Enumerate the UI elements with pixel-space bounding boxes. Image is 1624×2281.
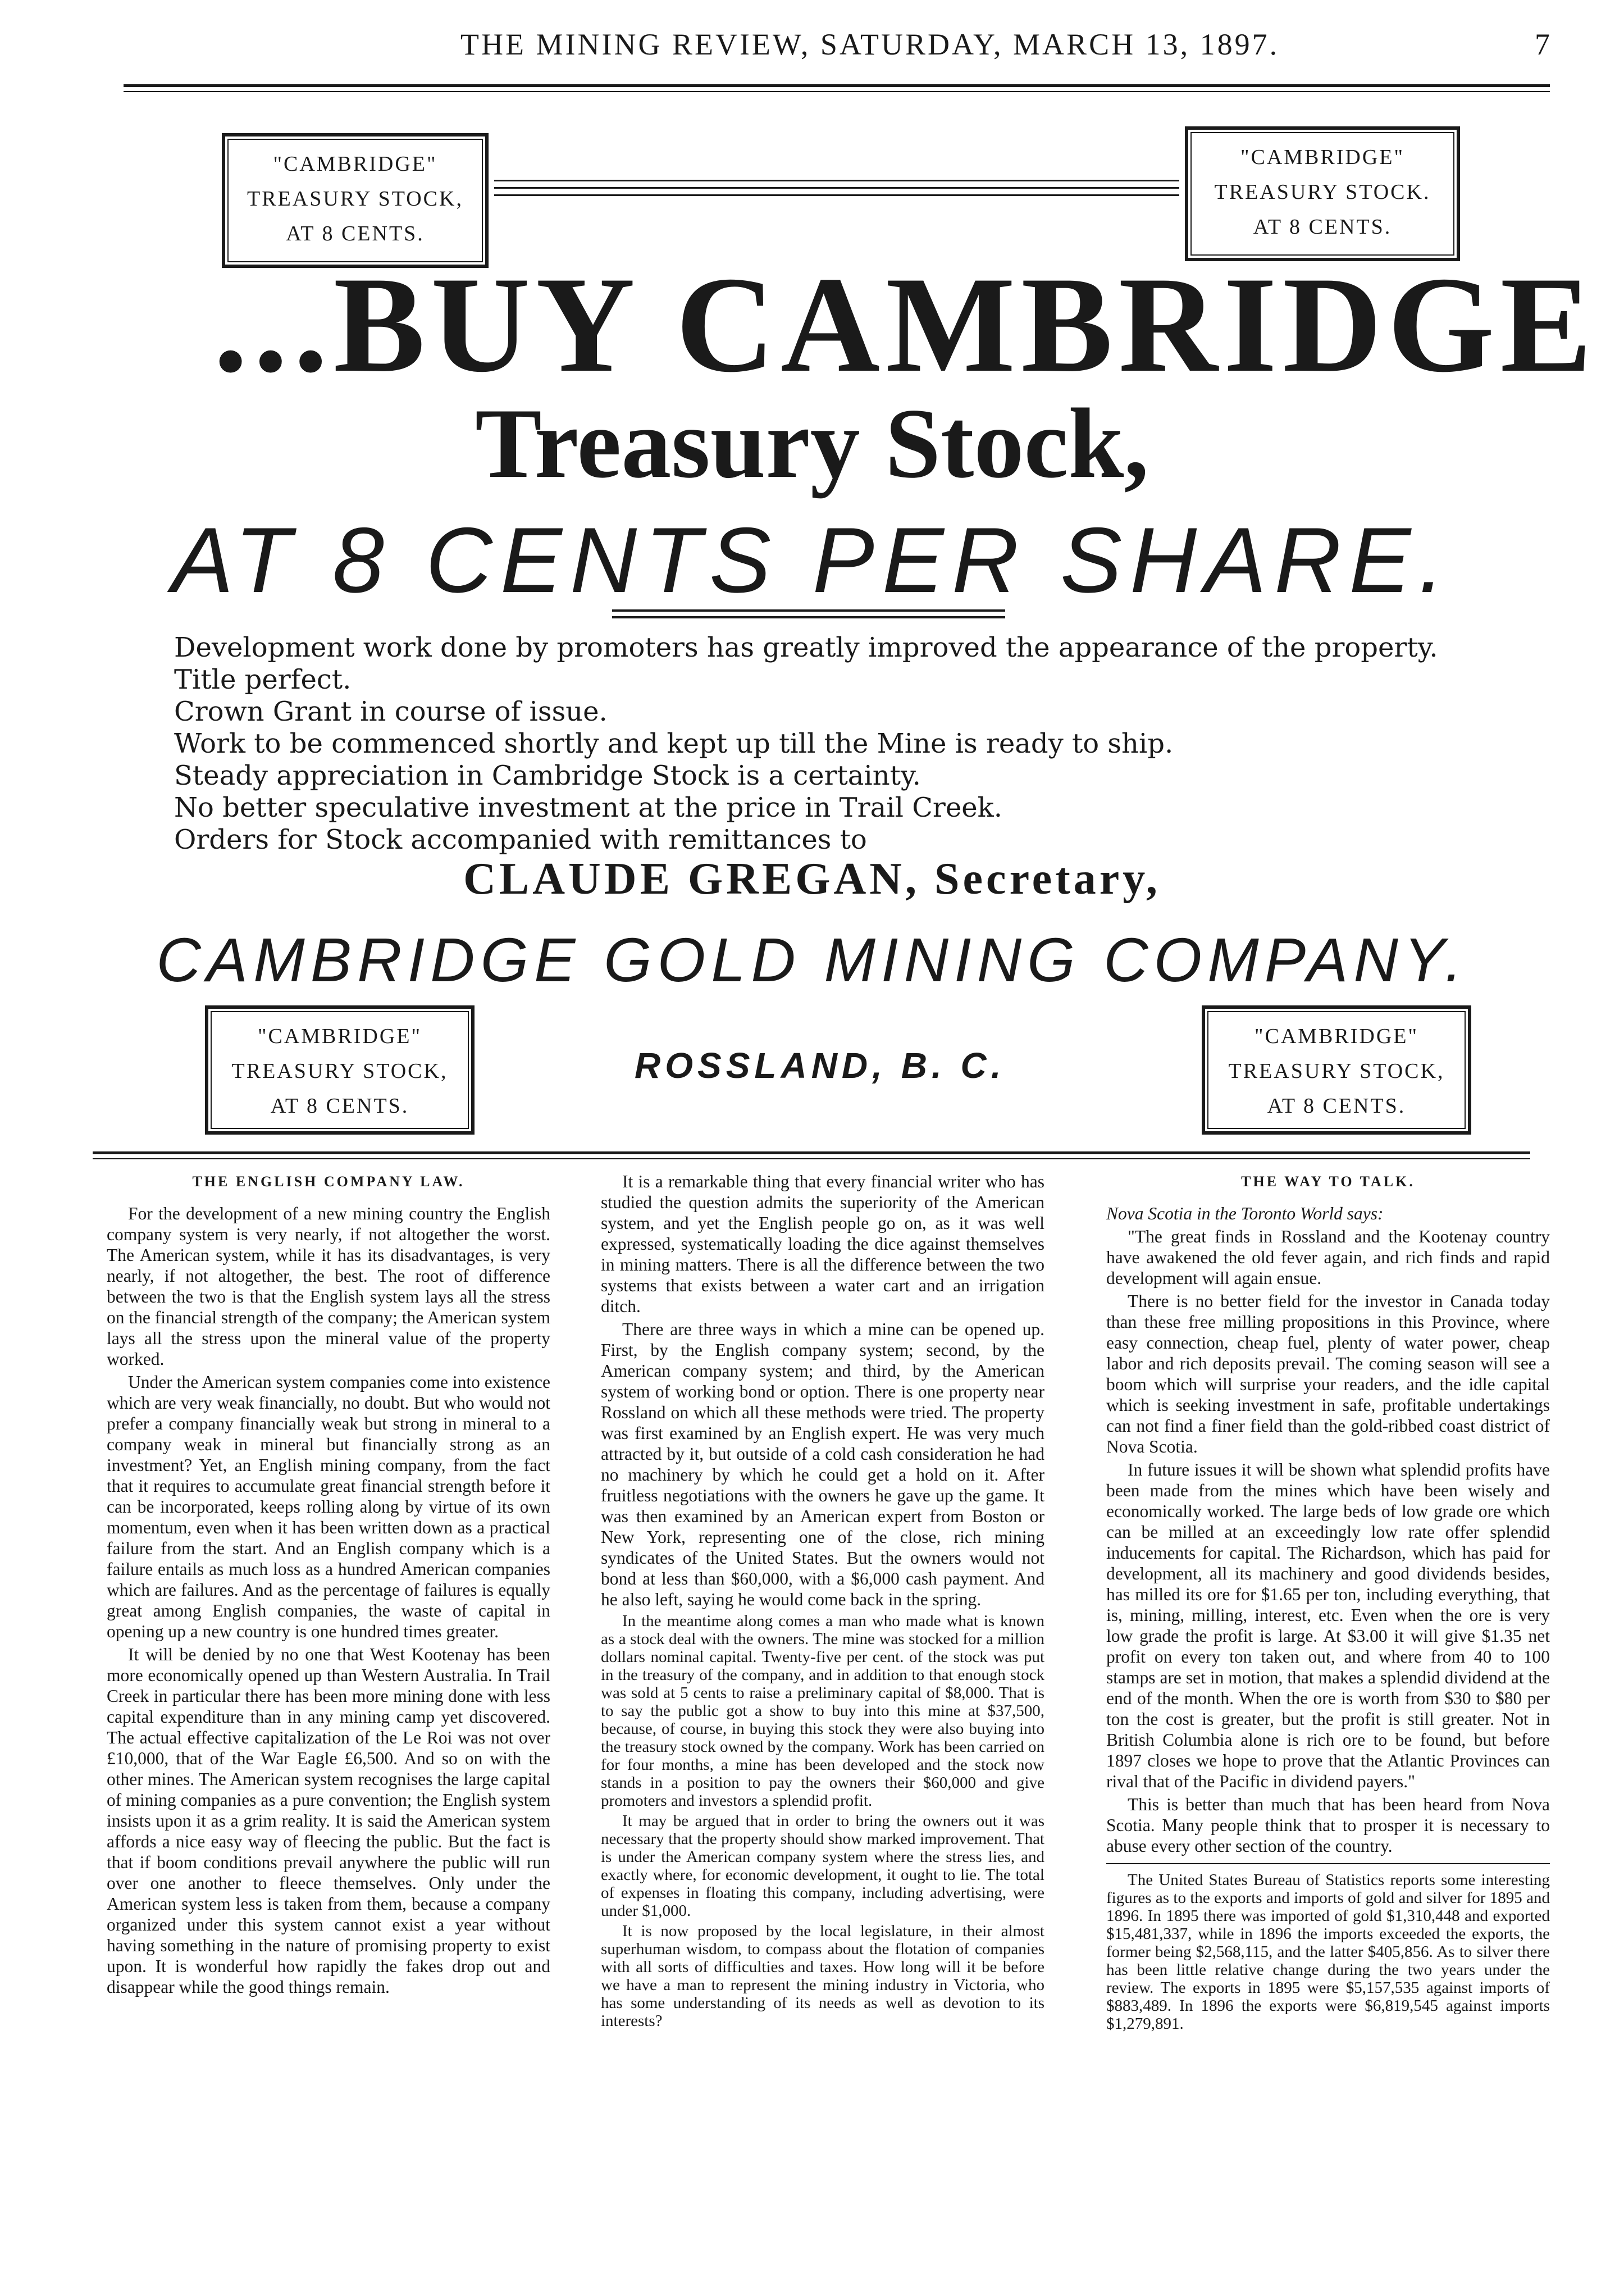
stock-box-line: TREASURY STOCK, — [247, 187, 463, 211]
stock-box-line: AT 8 CENTS. — [286, 222, 425, 245]
article-paragraph: There are three ways in which a mine can be opened up. First, by the English company system; second, by the American company system; and third, by the American system of working bond or option. There is one property near Rossland on which all these methods were tried. The property was first examined by an English expert. He was very much attracted by it, but outside of a cold cash consideration he had no machinery by which he could get a hold on it. After fruitless negotiations with the owners he gave up the game. It was then examined by an American expert from Boston or New York, representing one of the close, rich mining syndicates of the United States. But the owners would not bond at less than $60,000, with a $6,000 cash payment. And he also left, saying he would come back in the spring. — [601, 1319, 1044, 1609]
stock-box-line: TREASURY STOCK, — [231, 1059, 448, 1083]
masthead-title: THE MINING REVIEW, SATURDAY, MARCH 13, 1897. — [460, 28, 1280, 61]
advert-headline: ...BUY CAMBRIDGE — [213, 248, 1598, 400]
article-paragraph: It is a remarkable thing that every financial writer who has studied the question admits the superiority of the American system, and yet the English people go on, as it was well expressed, systematically loading the dice against themselves in mining matters. There is all the difference between the two systems that exists between a water cart and an irrigation ditch. — [601, 1172, 1044, 1316]
decorative-lines — [494, 180, 1179, 213]
advert-company: CAMBRIDGE GOLD MINING COMPANY. — [156, 926, 1468, 995]
article-paragraph: It is now proposed by the local legislature, in their almost superhuman wisdom, to compass about the flotation of companies with all sorts of difficulties and taxes. How long will it be before we have a man to represent the mining industry in Victoria, who has some understanding of its needs as well as devotion to its interests? — [601, 1922, 1044, 2030]
feature-line: Development work done by promoters has greatly improved the appearance of the property. — [174, 632, 1438, 663]
masthead — [124, 27, 1550, 66]
columns-rule-thin — [93, 1158, 1530, 1159]
advert-rule — [612, 609, 1005, 612]
article-intro: Nova Scotia in the Toronto World says: — [1106, 1204, 1384, 1223]
advert-price-line: AT 8 CENTS PER SHARE. — [171, 508, 1453, 612]
stock-box-line: AT 8 CENTS. — [270, 1094, 409, 1118]
stock-box-line: TREASURY STOCK. — [1214, 180, 1431, 204]
article-way-to-talk — [1106, 1171, 1550, 2035]
article-middle-column — [601, 1171, 1044, 2032]
article-english-company-law — [107, 1171, 550, 2000]
columns-rule — [93, 1151, 1530, 1154]
article-statistics: The United States Bureau of Statistics reports some interesting figures as to the exports and imports of gold and silver for 1895 and 1896. In 1895 there was imported of gold $1,310,448 and exported $15,481,337, while in 1896 the imports exceeded the exports, the former being $2,568,115, and the latter $405,856. As to silver there has been little relative change during the two years under the review. The exports in 1895 were $5,157,535 against imports of $883,489. In 1896 the exports were $6,819,545 against imports $1,279,891. — [1106, 1871, 1550, 2033]
page-number: 7 — [1535, 28, 1550, 61]
article-paragraph: It may be argued that in order to bring the owners out it was necessary that the property should show marked improvement. That is under the American company system where the stress lies, and exactly where, for economic development, it ought to lie. The total of expenses in floating this company, including advertising, were under $1,000. — [601, 1812, 1044, 1920]
article-paragraph: Under the American system companies come into existence which are very weak financially, no doubt. But who would not prefer a company financially weak but strong in mineral to a company weak in mineral but financially strong as an investment? Yet, an English mining company, from the fact that it requires to accumulate great financial strength before it can be incorporated, keeps rolling along by virtue of its own momentum, even when it has been written down as a practical failure from the start. And an English company which is a failure entails as much loss as a hundred American companies which are failures. And as the percentage of failures is equally great among English companies, the waste of capital in opening up a new country is one hundred times greater. — [107, 1372, 550, 1641]
article-paragraph: It will be denied by no one that West Kootenay has been more economically opened up than Western Australia. In Trail Creek in particular there has been more mining done with less capital expenditure than in any mining camp yet discovered. The actual effective capitalization of the Le Roi was not over £10,000, that of the War Eagle £6,500. And so on with the other mines. The American system recognises the large capital of mining companies as a pure convention; the English system insists upon it as a grim reality. It is said the American system affords a nice easy way of fleecing the public. But the fact is that if boom conditions prevail anywhere the public will run over one another to fleece themselves. Only under the American system less is taken from them, because a company organized under this system cannot exist a year without having something in the nature of promising property to exist upon. It is wonderful how rapidly the fakes drop out and disappear while the good things remain. — [107, 1645, 550, 1997]
article-paragraph: This is better than much that has been heard from Nova Scotia. Many people think that to prosper it is necessary to abuse every other section of the country. — [1106, 1795, 1550, 1856]
stock-box-line: TREASURY STOCK, — [1228, 1059, 1445, 1083]
stock-box-top-right — [1185, 126, 1460, 261]
feature-line: Title perfect. — [174, 664, 352, 695]
stock-box-line: AT 8 CENTS. — [1253, 215, 1392, 239]
article-separator — [1106, 1863, 1550, 1864]
feature-line: No better speculative investment at the price in Trail Creek. — [174, 792, 1003, 823]
article-paragraph: In the meantime along comes a man who made what is known as a stock deal with the owners. The mine was stocked for a million dollars nominal capital. Twenty-five per cent. of the stock was put in the treasury of the company, and in addition to that enough stock was sold at 5 cents to raise a preliminary capital of $8,000. That is to say the public got a show to buy into this mine at $37,500, because, of course, in buying this stock they were also buying into the treasury stock owned by the company. Work has been carried on for four months, a mine has been developed and the stock now stands in a position to pay the owners their $60,000 and give promoters and investors a splendid profit. — [601, 1612, 1044, 1810]
advert-subheadline: Treasury Stock, — [475, 388, 1149, 499]
feature-line: Crown Grant in course of issue. — [174, 696, 608, 727]
stock-box-bottom-right — [1202, 1005, 1471, 1135]
stock-box-line: "CAMBRIDGE" — [1254, 1025, 1419, 1048]
article-paragraph: "The great finds in Rossland and the Kootenay country have awakened the old fever again, and rich finds and rapid development will again ensue. — [1106, 1227, 1550, 1288]
stock-box-line: "CAMBRIDGE" — [273, 152, 437, 176]
advert-location: ROSSLAND, B. C. — [635, 1045, 1006, 1086]
stock-box-line: "CAMBRIDGE" — [1240, 145, 1405, 169]
feature-line: Orders for Stock accompanied with remittances to — [174, 824, 867, 855]
article-paragraph: In future issues it will be shown what splendid profits have been made from the mines which have been wisely and economically worked. The large beds of low grade ore which can be milled at an exceedingly low rate offer splendid inducements for capital. The Richardson, which has paid for development, all its machinery and good dividends besides, has milled its ore for $1.65 per ton, including everything, that is, mining, milling, interest, etc. Even when the ore is very low grade the profit is large. At $3.00 it will give $1.35 net profit on every ton taken out, and where from 40 to 100 stamps are set in motion, that makes a splendid dividend at the end of the month. When the ore is worth from $30 to $80 per ton the cost is greater, but the profit is still greater. Not in British Columbia alone is rich ore to be found, but before 1897 closes we hope to prove that the Atlantic Provinces can rival that of the Pacific in dividend payers." — [1106, 1460, 1550, 1791]
masthead-rule-thin — [124, 91, 1550, 92]
article-paragraph: For the development of a new mining country the English company system is very nearly, if not altogether the worst. The American system, while it has its disadvantages, is very nearly, if not altogether, the best. The root of difference between the two is that the English system lays all the stress on the financial strength of the company; the American system lays all the stress upon the mineral value of the property worked. — [107, 1204, 550, 1369]
advert-features — [174, 632, 1522, 856]
feature-line: Steady appreciation in Cambridge Stock is a certainty. — [174, 760, 921, 791]
feature-line: Work to be commenced shortly and kept up till the Mine is ready to ship. — [174, 728, 1174, 759]
article-paragraph: There is no better field for the investor in Canada today than these free milling propositions in this Province, where easy connection, cheap fuel, plenty of water power, cheap labor and rich deposits prevail. The coming season will see a boom which will surprise your readers, and the idle capital which is seeking investment in safe, profitable undertakings can not find a finer field than the gold-ribbed coast district of Nova Scotia. — [1106, 1291, 1550, 1456]
stock-box-line: "CAMBRIDGE" — [257, 1025, 422, 1048]
article-heading: THE WAY TO TALK. — [1241, 1173, 1415, 1190]
article-heading: THE ENGLISH COMPANY LAW. — [192, 1173, 465, 1190]
stock-box-bottom-left — [205, 1005, 475, 1135]
stock-box-top-left — [222, 133, 489, 268]
stock-box-line: AT 8 CENTS. — [1267, 1094, 1406, 1118]
advert-rule-thin — [612, 616, 1005, 618]
masthead-rule — [124, 84, 1550, 87]
advert-secretary: CLAUDE GREGAN, Secretary, — [463, 854, 1161, 904]
